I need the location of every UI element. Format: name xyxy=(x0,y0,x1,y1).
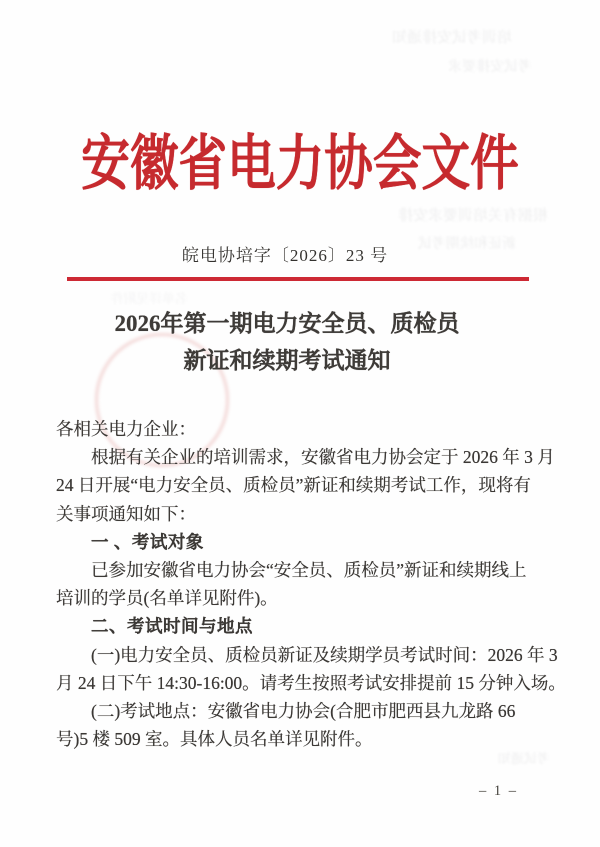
section-heading-2: 二、考试时间与地点 xyxy=(91,616,253,637)
red-divider-line xyxy=(67,277,529,281)
letterhead-title: 安徽省电力协会文件 xyxy=(81,131,519,197)
body-line-salutation: 各相关电力企业： xyxy=(56,419,196,439)
body-line: 24 日开展“电力安全员、质检员”新证和续期考试工作，现将有 xyxy=(56,475,531,496)
bleed-through-text: 考试安排要求 xyxy=(448,60,532,75)
bleed-through-text: 培训考试安排通知 xyxy=(392,30,513,46)
body-line: (一)电力安全员、质检员新证及续期学员考试时间：2026 年 3 xyxy=(91,644,558,665)
body-line: (二)考试地点：安徽省电力协会(合肥市肥西县九龙路 66 xyxy=(91,701,516,722)
document-body xyxy=(56,415,566,753)
body-line: 号)5 楼 509 室。具体人员名单详见附件。 xyxy=(56,729,373,750)
notice-title-line-1: 2026年第一期电力安全员、质检员 xyxy=(114,311,460,336)
body-line: 根据有关企业的培训需求，安徽省电力协会定于 2026 年 3 月 xyxy=(91,447,555,468)
bleed-through-text: 根据有关培训要求安排 xyxy=(398,208,549,224)
section-heading-1: 一 、考试对象 xyxy=(91,531,204,552)
body-line: 月 24 日下午 14:30-16:00。请考生按照考试安排提前 15 分钟入场。 xyxy=(56,672,566,693)
notice-title-line-2: 新证和续期考试通知 xyxy=(183,348,391,373)
notice-title xyxy=(0,305,600,379)
document-number: 皖电协培字〔2026〕23 号 xyxy=(181,246,389,265)
bleed-through-text: 名单详见附件 xyxy=(110,291,189,306)
body-line: 已参加安徽省电力协会“安全员、质检员”新证和续期线上 xyxy=(91,560,527,581)
page-number: – 1 – xyxy=(479,783,518,799)
body-line: 关事项通知如下： xyxy=(56,503,196,524)
bleed-through-text: 考试通知 xyxy=(498,751,551,766)
body-line: 培训的学员(名单详见附件)。 xyxy=(56,588,278,609)
bleed-through-text: 新证和续期考试 xyxy=(418,237,516,252)
